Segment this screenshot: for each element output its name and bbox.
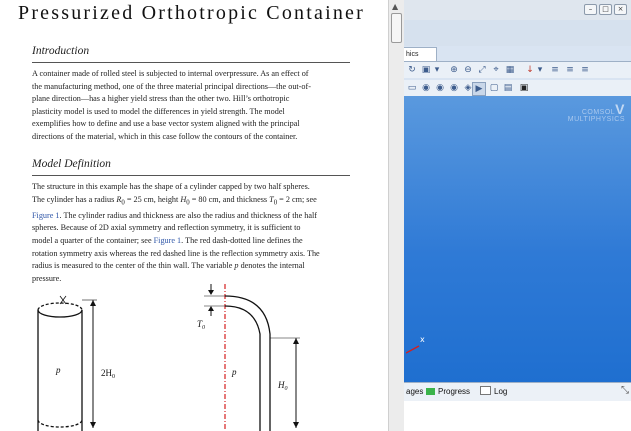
tab-graphics[interactable]: hics (404, 47, 437, 62)
figure-1 (0, 282, 388, 431)
figure-1-link[interactable]: Figure 1 (153, 236, 182, 246)
progress-icon (426, 388, 435, 395)
intro-line: plane direction—has a higher yield stress than the other two. Hill’s orthotropic (32, 94, 290, 104)
quarter-model-sketch (204, 284, 300, 431)
intro-line: exemplifies how to define and use a base vector system aligned with the principal (32, 119, 300, 129)
intro-line: A container made of rolled steel is subjected to internal overpressure. As an effect of (32, 69, 309, 78)
zoom-selected-icon[interactable]: ⌖ (493, 65, 499, 75)
zoom-out-icon[interactable]: ⊖ (464, 65, 472, 75)
view-select-icon[interactable]: ▣ (421, 65, 431, 75)
select-domain-icon[interactable]: ◉ (422, 83, 430, 93)
model-definition-rule (32, 175, 350, 176)
axis-x-label: x (420, 335, 425, 344)
grid-icon[interactable]: ≡ (551, 65, 559, 75)
graphics-viewport[interactable] (404, 96, 631, 382)
close-button[interactable]: × (614, 4, 627, 15)
scroll-up-arrow-icon[interactable]: ▲ (392, 2, 399, 11)
tab-log[interactable]: Log (480, 386, 507, 398)
introduction-paragraph (32, 68, 354, 144)
model-line: The cylinder has a radius $R_0 = 25$ cm, height $H_0 = 80$ cm, and thickness $T_0 = 2$ cm; see (32, 194, 317, 207)
model-definition-paragraph (32, 181, 354, 285)
axis-arrow-icon (406, 345, 422, 355)
figure-h0-label: $H_0$ (278, 380, 288, 392)
chevron-down-icon[interactable]: ▾ (537, 65, 543, 75)
select-point-icon[interactable]: ◉ (436, 83, 444, 93)
zoom-in-icon[interactable]: ⊕ (450, 65, 458, 75)
bottom-tab-bar (404, 382, 631, 401)
comsol-window (404, 0, 631, 431)
log-panel (404, 401, 631, 431)
full-container-sketch (38, 296, 97, 431)
minimize-button[interactable]: – (584, 4, 597, 15)
log-icon (480, 386, 491, 395)
tab-progress[interactable]: Progress (426, 386, 470, 398)
document-title: Pressurized Orthotropic Container (18, 2, 365, 24)
figure-2h0-label: $2H_0$ (101, 368, 115, 380)
figure-1-drawing (0, 282, 388, 431)
table-icon[interactable]: ▤ (503, 83, 513, 93)
figure-p-right: p (232, 367, 237, 377)
select-all-icon[interactable]: ◉ (450, 83, 458, 93)
document-scrollbar[interactable] (388, 0, 405, 431)
model-line: spheres. Because of 2D axial symmetry and reflection symmetry, it is sufficient to (32, 223, 301, 233)
app-title-bar (404, 0, 631, 21)
zoom-box-icon[interactable]: ⤢ (478, 65, 486, 75)
figure-1-link[interactable]: Figure 1 (32, 210, 60, 220)
comsol-logo: COMSOLV MULTIPHYSICS (567, 101, 625, 123)
tab-messages[interactable]: ages (406, 387, 424, 396)
intro-line: directions of the material, which in this case follow the contours of the container. (32, 131, 298, 141)
axis-indicator (406, 335, 425, 360)
camera-icon[interactable]: ▣ (519, 83, 529, 93)
model-line: radius is measured to the center of the thin wall. The variable p denotes the internal (32, 261, 305, 271)
figure-p-left: p (56, 365, 61, 375)
refresh-icon[interactable]: ↻ (408, 65, 416, 75)
introduction-rule (32, 62, 350, 63)
window-controls (584, 4, 627, 15)
wireframe-icon[interactable]: ▢ (489, 83, 499, 93)
select-boundary-icon[interactable]: ▭ (407, 83, 417, 93)
intro-line: plasticity model is used to model the differences in yield strength. The model (32, 106, 285, 116)
model-line: The structure in this example has the shape of a cylinder capped by two half spheres. (32, 182, 310, 191)
grid-icon[interactable]: ≡ (581, 65, 589, 75)
ribbon-area (404, 20, 631, 46)
axis-down-icon[interactable]: ↓ (526, 65, 534, 75)
scrollbar-thumb[interactable] (391, 13, 402, 43)
maximize-button[interactable]: □ (599, 4, 612, 15)
model-line: rotation symmetry axis whereas the red dashed line is the reflection symmetry axis. The (32, 248, 320, 258)
model-line: pressure. (32, 273, 62, 283)
grid-icon[interactable]: ≡ (566, 65, 574, 75)
introduction-heading: Introduction (32, 45, 90, 57)
chevron-down-icon[interactable]: ▾ (434, 65, 440, 75)
intro-line: the manufacturing method, one of the three material principal directions—the out-of- (32, 81, 311, 91)
zoom-extents-icon[interactable]: ▦ (505, 65, 515, 75)
model-line: model a quarter of the container; see Figure 1. The red dash-dotted line defines the (32, 236, 303, 246)
render-icon[interactable]: ◈ (464, 83, 472, 93)
model-definition-heading: Model Definition (32, 158, 111, 170)
panel-resize-icon[interactable]: ⤡ (621, 385, 629, 396)
model-line: Figure 1. The cylinder radius and thickness are also the radius and thickness of the half (32, 210, 317, 220)
graphics-toolbar-row1 (404, 61, 631, 78)
figure-t0-label: $T_0$ (197, 319, 206, 331)
graphics-toolbar-row2 (404, 80, 631, 96)
select-mode-icon[interactable]: ▶ (472, 82, 486, 96)
